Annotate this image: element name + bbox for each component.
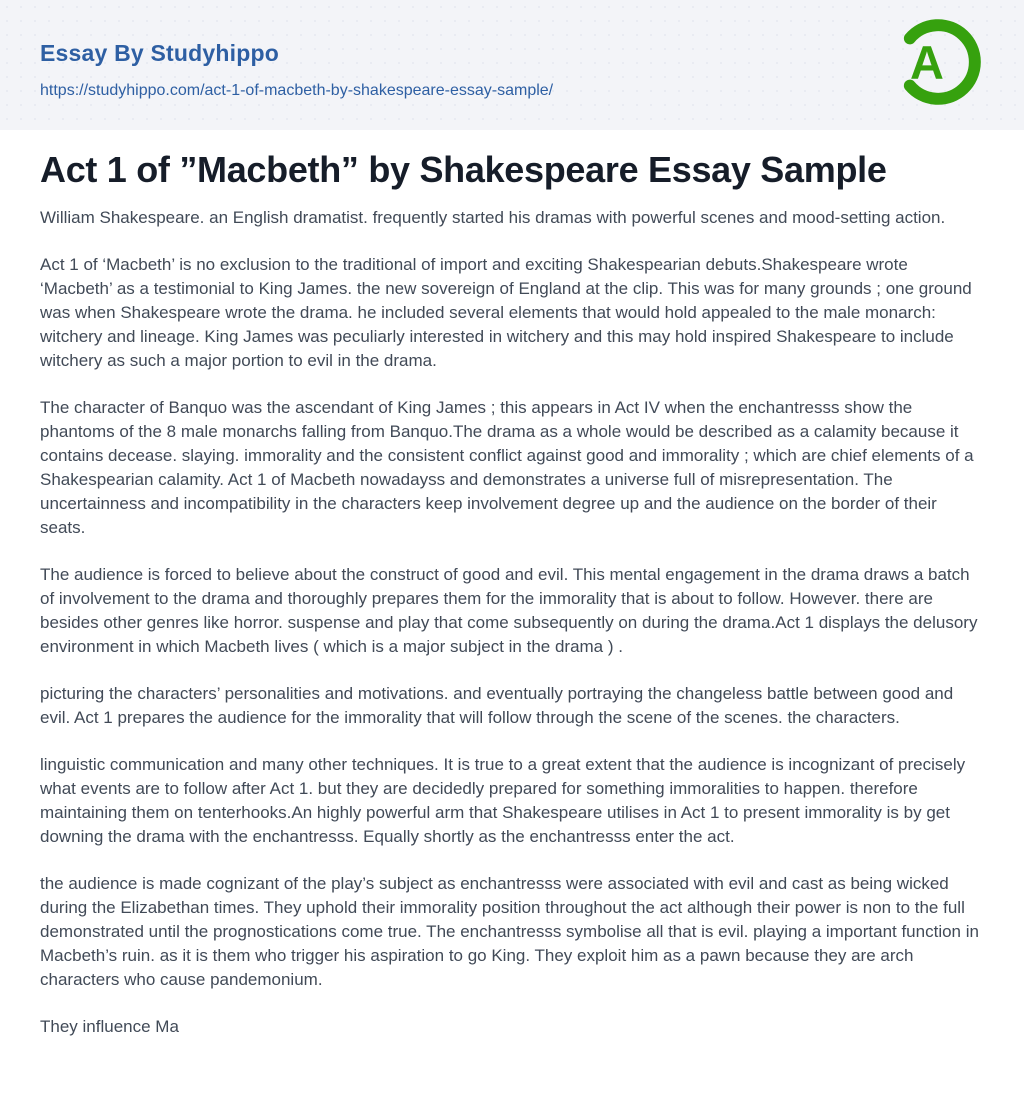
studyhippo-logo-icon bbox=[892, 16, 984, 108]
source-url-link[interactable]: https://studyhippo.com/act-1-of-macbeth-by-shakespeare-essay-sample/ bbox=[40, 82, 554, 99]
essay-content bbox=[0, 130, 1024, 1039]
essay-paragraph: picturing the characters’ personalities and motivations. and eventually portraying the changeless battle between good and evil. Act 1 prepares the audience for the immorality that will follow through the scene of the scenes. the characters. bbox=[40, 683, 954, 727]
essay-paragraph: William Shakespeare. an English dramatist. frequently started his dramas with powerful scenes and mood-setting action. bbox=[40, 207, 946, 227]
essay-paragraph: Act 1 of ‘Macbeth’ is no exclusion to the traditional of import and exciting Shakespearian debuts.Shakespeare wrote ‘Macbeth’ as a testimonial to King James. the new sovereign of England at the clip. This was for many grounds ; one ground was when Shakespeare wrote the drama. he included several elements that would hold appealed to the male monarch: witchery and lineage. King James was peculiarly interested in witchery and this may hold inspired Shakespeare to include witchery as such a major portion to evil in the drama. bbox=[40, 254, 972, 370]
logo-letter: A bbox=[910, 37, 944, 90]
page-header bbox=[0, 0, 1024, 130]
essay-paragraph: They influence Ma bbox=[40, 1016, 179, 1036]
essay-paragraph: linguistic communication and many other techniques. It is true to a great extent that the audience is incognizant of precisely what events are to follow after Act 1. but they are decidedly prepared for something immoralities to happen. therefore maintaining them on tenterhooks.An highly powerful arm that Shakespeare utilises in Act 1 to present immorality is by get downing the drama with the enchantresss. Equally shortly as the enchantresss enter the act. bbox=[40, 754, 966, 846]
site-title: Essay By Studyhippo bbox=[40, 40, 279, 66]
essay-paragraph: the audience is made cognizant of the play’s subject as enchantresss were associated with evil and cast as being wicked during the Elizabethan times. They uphold their immorality position throughout the act although their power is non to the full demonstrated until the prognostications come true. The enchantresss symbolise all that is evil. playing a important function in Macbeth’s ruin. as it is them who trigger his aspiration to go King. They exploit him as a pawn because they are arch characters who cause pandemonium. bbox=[40, 873, 979, 989]
essay-paragraph: The audience is forced to believe about the construct of good and evil. This mental engagement in the drama draws a batch of involvement to the drama and thoroughly prepares them for the immorality that is about to follow. However. there are besides other genres like horror. suspense and play that come subsequently on during the drama.Act 1 displays the delusory environment in which Macbeth lives ( which is a major subject in the drama ) . bbox=[40, 564, 978, 656]
essay-title: Act 1 of ”Macbeth” by Shakespeare Essay Sample bbox=[40, 149, 887, 190]
essay-paragraph: The character of Banquo was the ascendant of King James ; this appears in Act IV when the enchantresss show the phantoms of the 8 male monarchs falling from Banquo.The drama as a whole would be described as a calamity because it contains decease. slaying. immorality and the consistent conflict against good and immorality ; which are chief elements of a Shakespearian calamity. Act 1 of Macbeth nowadayss and demonstrates a universe full of misrepresentation. The uncertainness and incompatibility in the characters keep involvement degree up and the audience on the border of their seats. bbox=[40, 397, 974, 537]
